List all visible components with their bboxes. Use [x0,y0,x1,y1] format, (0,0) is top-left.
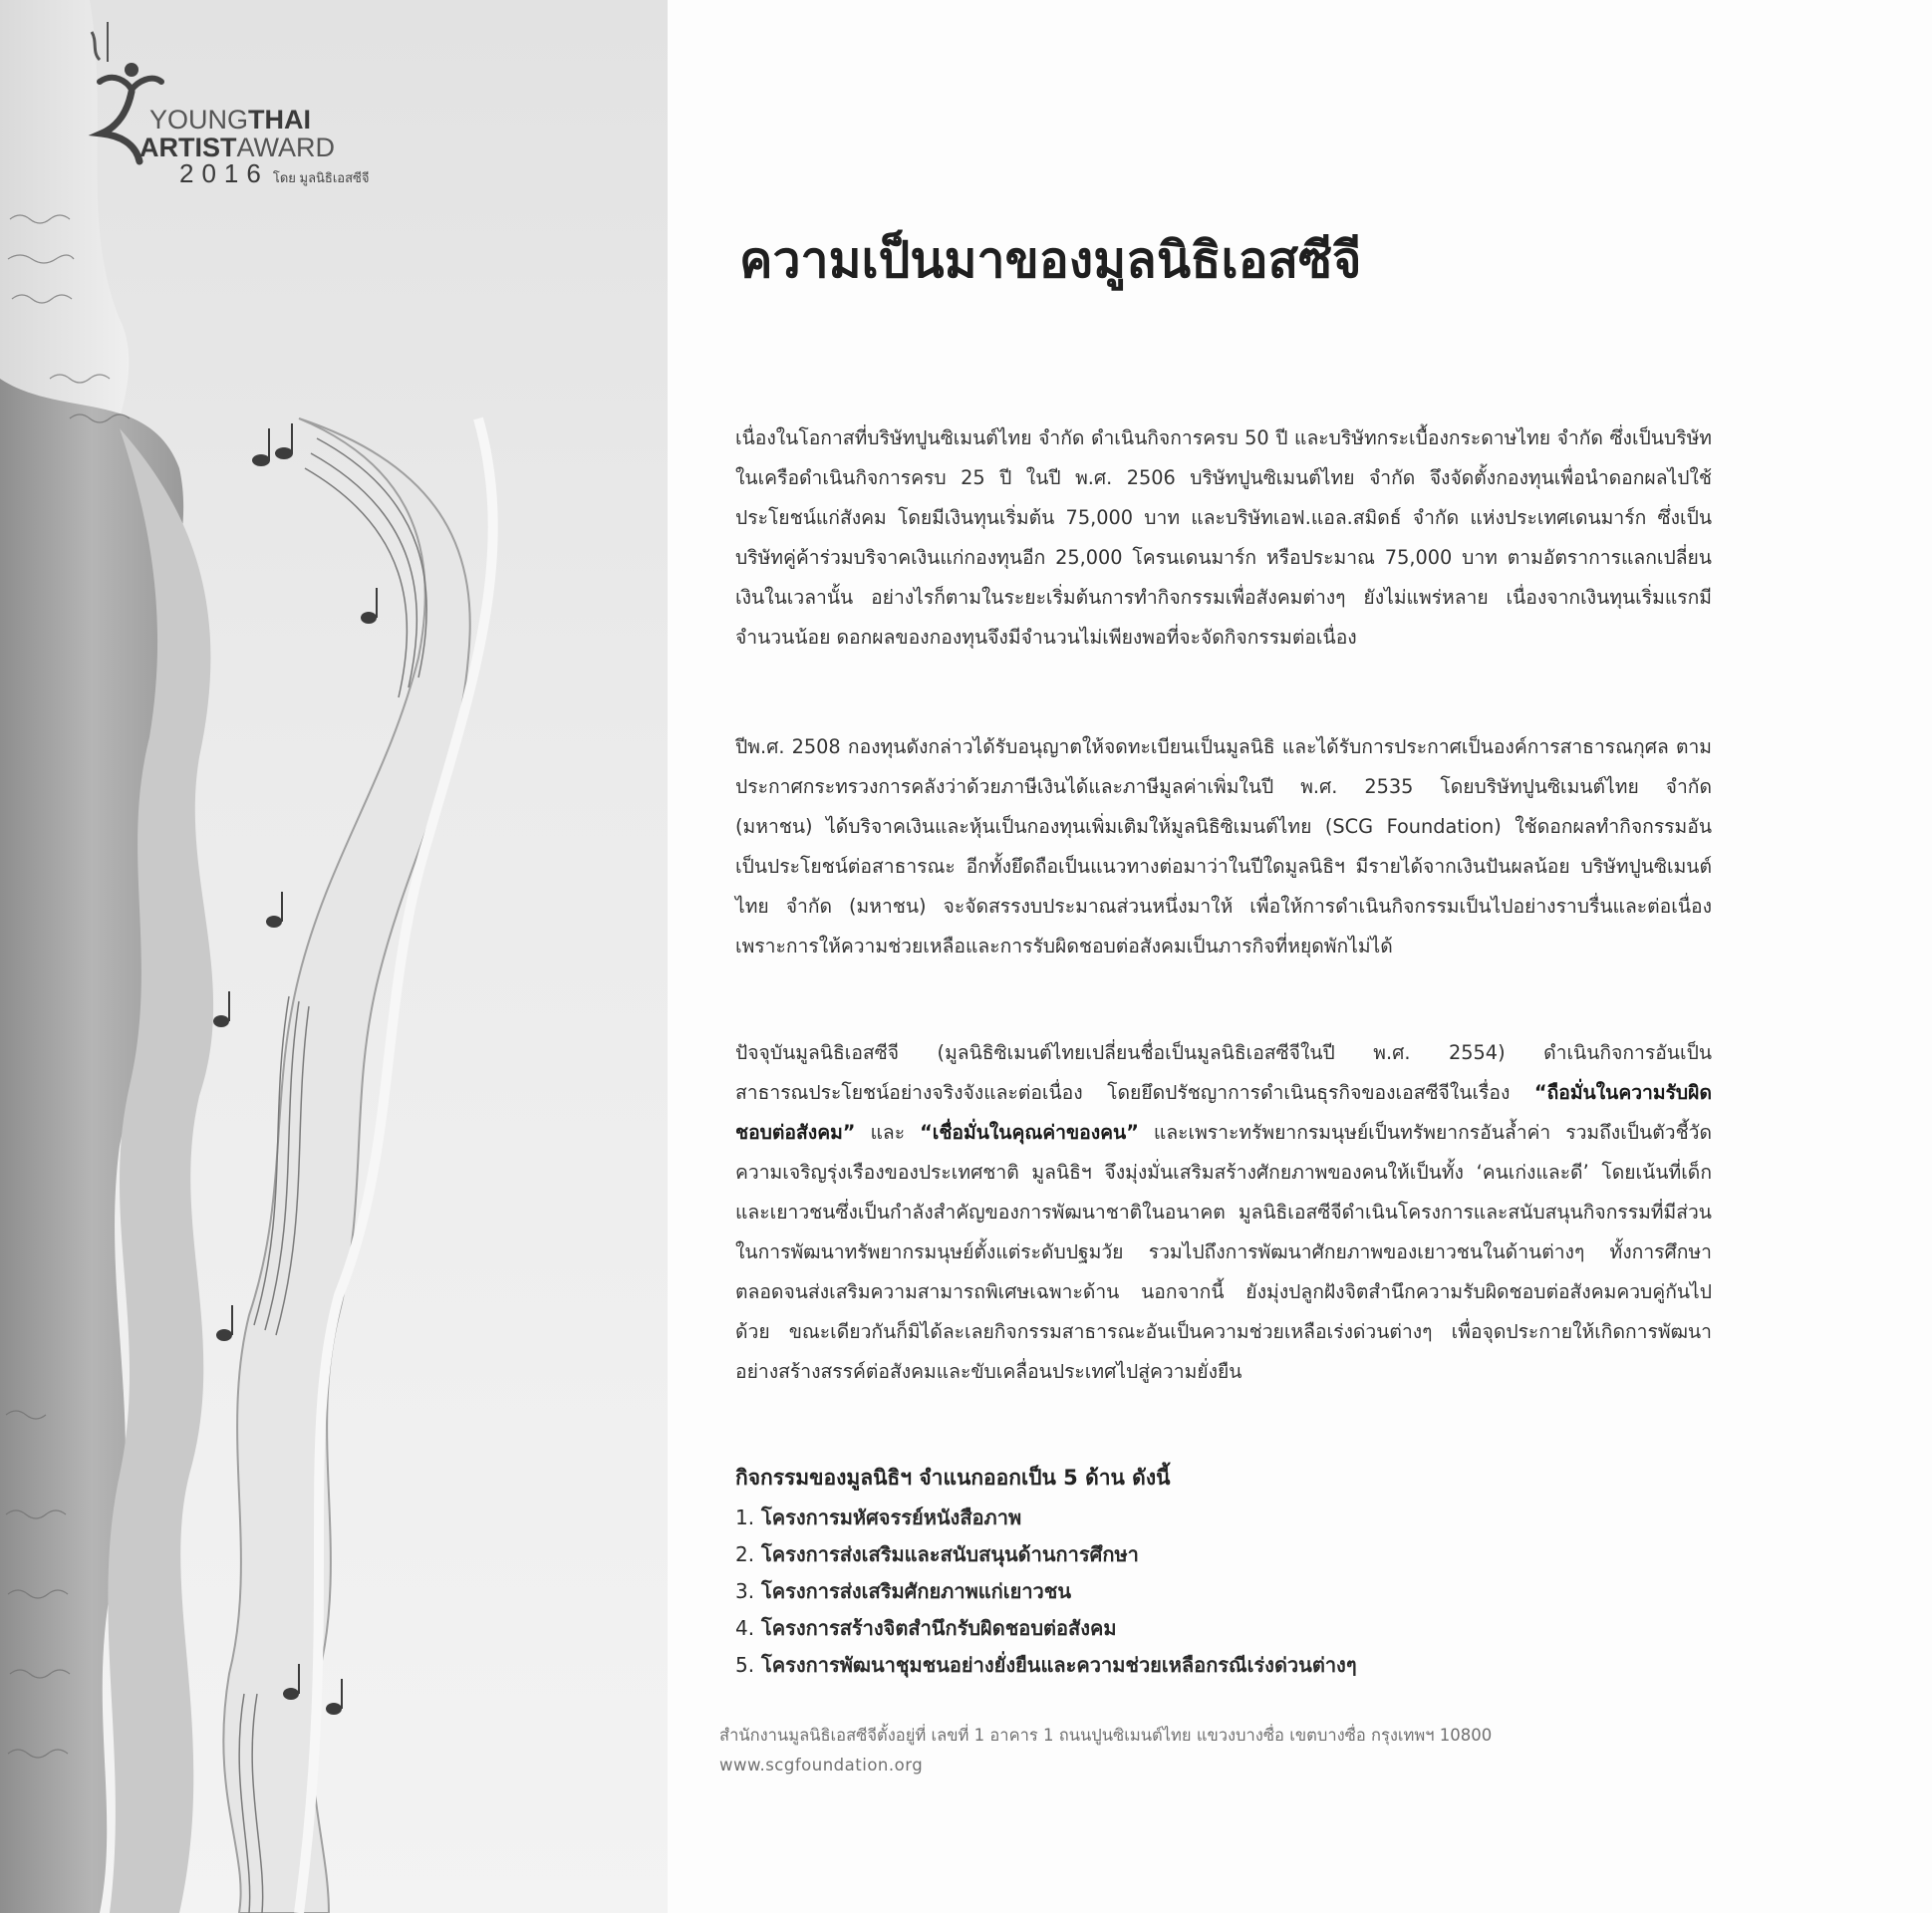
logo-word-young: YOUNG [149,105,249,135]
activity-item [735,1610,1712,1647]
young-thai-artist-award-logo [80,12,379,188]
activity-label: โครงการมหัศจรรย์หนังสือภาพ [761,1505,1022,1529]
torn-paper-music-artwork [0,0,668,1913]
activity-label: โครงการส่งเสริมและสนับสนุนด้านการศึกษา [761,1542,1139,1566]
activity-number: 2. [735,1542,755,1566]
artwork-panel [0,0,668,1913]
paragraph-foundation-registration: ปีพ.ศ. 2508 กองทุนดังกล่าวได้รับอนุญาตให้จดทะเบียนเป็นมูลนิธิ และได้รับการประกาศเป็นองค์การสาธารณกุศล ตามประกาศกระทรวงการคลังว่าด้วยภาษีเงินได้และภาษีมูลค่าเพิ่มในปี พ.ศ. 2535 โดยบริษัทปูนซิเมนต์ไทย จำกัด (มหาชน) ได้บริจาคเงินและหุ้นเป็นกองทุนเพิ่มเติมให้มูลนิธิซิเมนต์ไทย (SCG Foundation) ใช้ดอกผลทำกิจกรรมอันเป็นประโยชน์ต่อสาธารณะ อีกทั้งยึดถือเป็นแนวทางต่อมาว่าในปีใดมูลนิธิฯ มีรายได้จากเงินปันผลน้อย บริษัทปูนซิเมนต์ไทย จำกัด (มหาชน) จะจัดสรรงบประมาณส่วนหนึ่งมาให้ เพื่อให้การดำเนินกิจกรรมเป็นไปอย่างราบรื่นและต่อเนื่อง เพราะการให้ความช่วยเหลือและการรับผิดชอบต่อสังคมเป็นภารกิจที่หยุดพักไม่ได้ [735,735,1712,957]
activity-number: 1. [735,1505,755,1529]
paragraph-current-mission [735,1033,1712,1392]
mission-principle-value-of-people: “เชื่อมั่นในคุณค่าของคน” [920,1121,1139,1144]
activity-item [735,1647,1712,1684]
activity-item [735,1500,1712,1536]
activity-item [735,1573,1712,1610]
website-link[interactable]: www.scgfoundation.org [719,1756,924,1775]
activity-label: โครงการสร้างจิตสำนึกรับผิดชอบต่อสังคม [761,1616,1117,1640]
page-title: ความเป็นมาของมูลนิธิเอสซีจี [739,231,1362,289]
logo-text-young-thai [149,105,311,136]
activity-item [735,1536,1712,1573]
logo-year: 2016 [179,158,269,188]
mission-text-intro: ปัจจุบันมูลนิธิเอสซีจี (มูลนิธิซิเมนต์ไทยเปลี่ยนชื่อเป็นมูลนิธิเอสซีจีในปี พ.ศ. 2554) ดำเนินกิจการอันเป็นสาธารณประโยชน์อย่างจริงจังและต่อเนื่อง โดยยึดปรัชญาการดำเนินธุรกิจของเอสซีจีในเรื่อง [735,1041,1712,1104]
activities-section [735,1458,1712,1684]
text-panel [697,0,1932,1913]
mission-principle-social-responsibility: “ถือมั่นในความรับผิดชอบต่อสังคม” [735,1081,1712,1144]
activity-number: 5. [735,1653,755,1677]
logo-year-line [179,158,369,189]
office-address: สำนักงานมูลนิธิเอสซีจีตั้งอยู่ที่ เลขที่ 1 อาคาร 1 ถนนปูนซิเมนต์ไทย แขวงบางซื่อ เขตบางซื่อ กรุงเทพฯ 10800 [719,1726,1493,1745]
mission-text-conjunction: และ [855,1121,921,1144]
footer-contact [719,1721,1716,1780]
activity-label: โครงการพัฒนาชุมชนอย่างยั่งยืนและความช่วยเหลือกรณีเร่งด่วนต่างๆ [761,1653,1357,1677]
logo-word-thai: THAI [248,105,312,135]
paragraph-history-founding: เนื่องในโอกาสที่บริษัทปูนซิเมนต์ไทย จำกัด ดำเนินกิจการครบ 50 ปี และบริษัทกระเบื้องกระดาษไทย จำกัด ซึ่งเป็นบริษัทในเครือดำเนินกิจการครบ 25 ปี ในปี พ.ศ. 2506 บริษัทปูนซิเมนต์ไทย จำกัด จึงจัดตั้งกองทุนเพื่อนำดอกผลไปใช้ประโยชน์แก่สังคม โดยมีเงินทุนเริ่มต้น 75,000 บาท และบริษัทเอฟ.แอล.สมิดธ์ จำกัด แห่งประเทศเดนมาร์ก ซึ่งเป็นบริษัทคู่ค้าร่วมบริจาคเงินแก่กองทุนอีก 25,000 โครนเดนมาร์ก หรือประมาณ 75,000 บาท ตามอัตราการแลกเปลี่ยนเงินในเวลานั้น อย่างไรก็ตามในระยะเริ่มต้นการทำกิจกรรมเพื่อสังคมต่างๆ ยังไม่แพร่หลาย เนื่องจากเงินทุนเริ่มแรกมีจำนวนน้อย ดอกผลของกองทุนจึงมีจำนวนไม่เพียงพอที่จะจัดกิจกรรมต่อเนื่อง [735,426,1712,649]
activity-number: 3. [735,1579,755,1603]
logo-word-artist: ARTIST [139,133,237,162]
mission-text-body: และเพราะทรัพยากรมนุษย์เป็นทรัพยากรอันล้ำค่า รวมถึงเป็นตัวชี้วัดความเจริญรุ่งเรืองของประเทศชาติ มูลนิธิฯ จึงมุ่งมั่นเสริมสร้างศักยภาพของคนให้เป็นทั้ง ‘คนเก่งและดี’ โดยเน้นที่เด็กและเยาวชนซึ่งเป็นกำลังสำคัญของการพัฒนาชาติในอนาคต มูลนิธิเอสซีจีดำเนินโครงการและสนับสนุนกิจกรรมที่มีส่วนในการพัฒนาทรัพยากรมนุษย์ตั้งแต่ระดับปฐมวัย รวมไปถึงการพัฒนาศักยภาพของเยาวชนในด้านต่างๆ ทั้งการศึกษาตลอดจนส่งเสริมความสามารถพิเศษเฉพาะด้าน นอกจากนี้ ยังมุ่งปลูกฝังจิตสำนึกความรับผิดชอบต่อสังคมควบคู่กันไปด้วย ขณะเดียวกันก็มิได้ละเลยกิจกรรมสาธารณะอันเป็นความช่วยเหลือเร่งด่วนต่างๆ เพื่อจุดประกายให้เกิดการพัฒนาอย่างสร้างสรรค์ต่อสังคมและขับเคลื่อนประเทศไปสู่ความยั่งยืน [735,1121,1713,1383]
activity-number: 4. [735,1616,755,1640]
activities-heading: กิจกรรมของมูลนิธิฯ จำแนกออกเป็น 5 ด้าน ดังนี้ [735,1466,1171,1490]
activities-list [735,1500,1712,1684]
activity-label: โครงการส่งเสริมศักยภาพแก่เยาวชน [761,1579,1072,1603]
logo-by-foundation: โดย มูลนิธิเอสซีจี [272,170,370,185]
logo-word-award: AWARD [236,133,335,162]
